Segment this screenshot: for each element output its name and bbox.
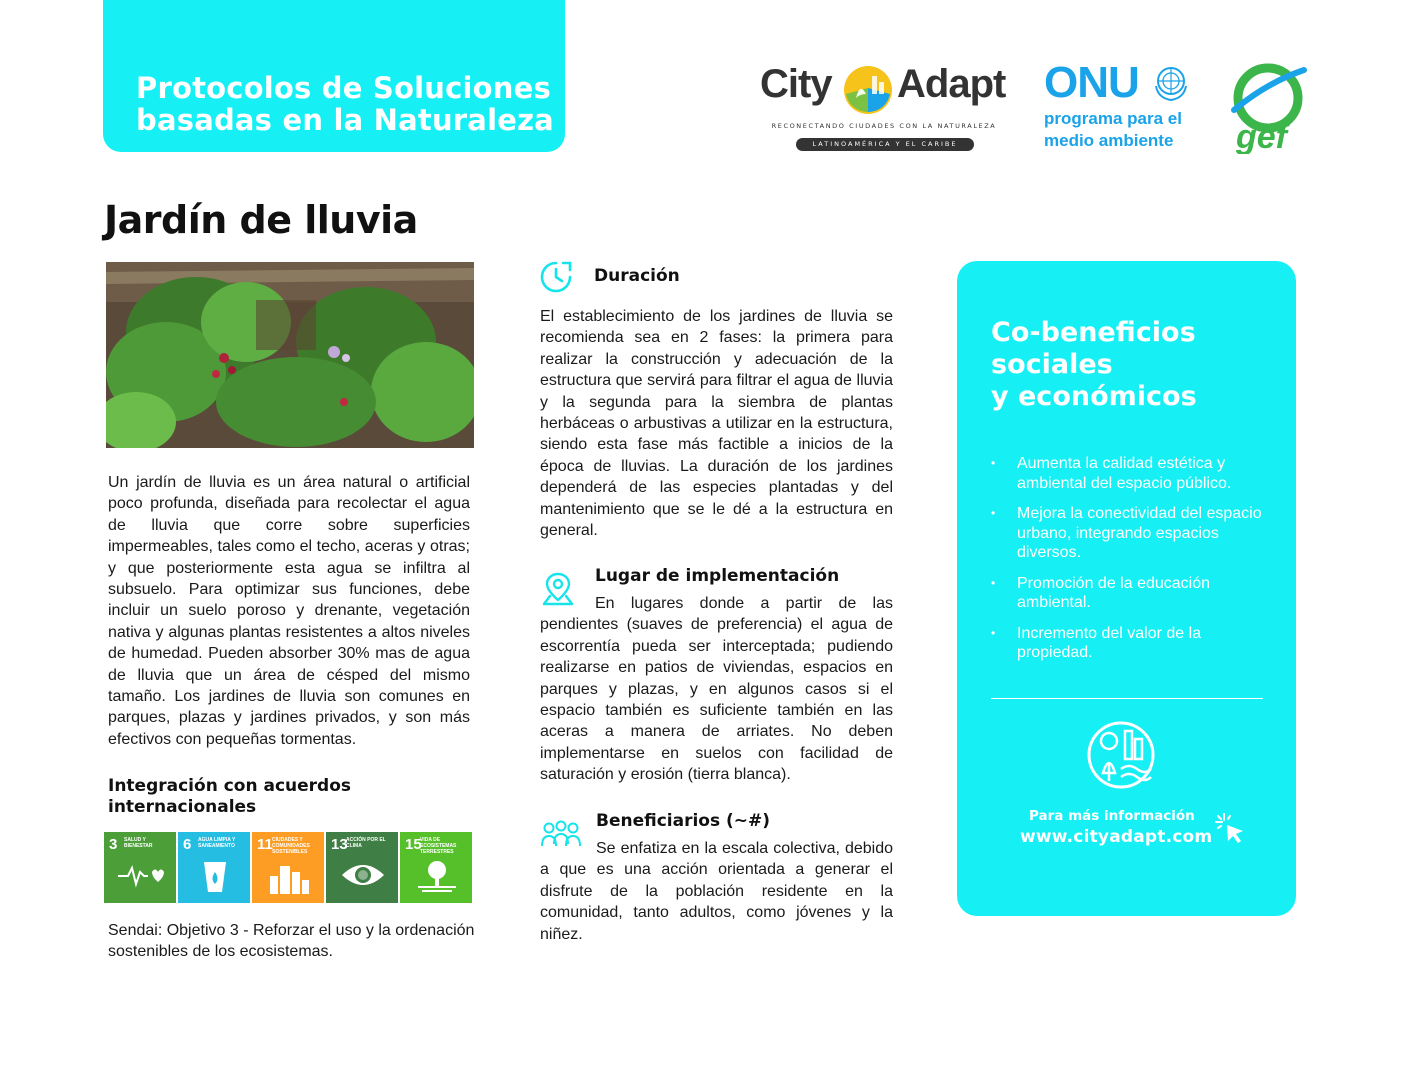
integration-heading: [108, 776, 408, 818]
sdg-label: SALUD Y BIENESTAR: [124, 837, 153, 849]
banner-line-2: basadas en la Naturaleza: [136, 103, 554, 137]
cobeneficios-panel: [957, 261, 1296, 916]
sdg-label: VIDA DE ECOSISTEMAS TERRESTRES: [420, 837, 457, 855]
integration-heading-line-2: internacionales: [108, 797, 257, 817]
sdg-tile-15: [400, 832, 472, 903]
intro-paragraph: Un jardín de lluvia es un área natural o artificial poco profunda, diseñada para recolectar el agua de lluvia que corre sobre superficies impermeables, tales como el techo, aceras y otras; y que posteriormente esta agua se infiltra al subsuelo. Para optimizar sus funciones, debe incluir un suelo poroso y drenante, vegetación nativa y algunas plantas resistentes a altos niveles de humedad. Pueden absorber 30% mas de agua de lluvia que un área de césped del mismo tamaño. Los jardines de lluvia son comunes en parques, plazas y jardines privados, y son más efectivos con pequeñas tormentas.: [108, 474, 470, 748]
sdg-tile-11: [252, 832, 324, 903]
sdg-tile-6: [178, 832, 250, 903]
onu-sub-line-2: medio ambiente: [1044, 131, 1174, 150]
sdg-label: CIUDADES Y COMUNIDADES SOSTENIBLES: [272, 837, 310, 855]
sdg-number: 3: [109, 836, 118, 853]
beneficiarios-heading: Beneficiarios (~#): [596, 811, 771, 831]
cityadapt-tagline: RECONECTANDO CIUDADES CON LA NATURALEZA: [771, 122, 997, 130]
cityadapt-logo-adapt: Adapt: [897, 62, 1006, 106]
beneficiarios-paragraph: [540, 838, 893, 945]
tree-land-icon: [414, 860, 460, 894]
un-emblem-icon: [1152, 64, 1190, 102]
cobeneficios-list: [991, 454, 1271, 674]
duracion-heading: Duración: [594, 266, 680, 286]
onu-subtitle: [1044, 108, 1182, 152]
rain-garden-photo: [106, 262, 474, 448]
onu-sub-line-1: programa para el: [1044, 109, 1182, 128]
sendai-text: Sendai: Objetivo 3 - Reforzar el uso y la ordenación sostenibles de los ecosistemas.: [108, 922, 475, 961]
heartbeat-icon: [118, 860, 164, 890]
more-info-label: Para más información: [1029, 808, 1195, 824]
sdg-tile-3: [104, 832, 176, 903]
cityadapt-logo: [760, 62, 1010, 152]
website-link[interactable]: www.cityadapt.com: [1020, 827, 1213, 847]
lugar-text: En lugares donde a partir de las pendientes (suaves de preferencia) el agua de escorrentía pueda ser interceptada; pudiendo realizarse en patios de viviendas, espacios en parques y plazas, y en algunos casos si el espacio también es suficiente también en las aceras a manera de arriates. No deben implementarse en suelos con facilidad de saturación y erosión (tierra blanca).: [540, 595, 893, 784]
banner-title: [136, 72, 554, 136]
sdg-number: 13: [331, 836, 348, 853]
list-item: • Mejora la conectividad del espacio urbano, integrando espacios diversos.: [991, 504, 1271, 563]
cityadapt-emblem-icon: [1085, 719, 1157, 791]
lugar-heading: Lugar de implementación: [595, 566, 840, 586]
cobeneficios-title-line-1: Co-beneficios: [991, 317, 1196, 348]
clock-icon: [539, 260, 573, 294]
list-item: • Promoción de la educación ambiental.: [991, 574, 1271, 613]
sdg-number: 11: [257, 836, 273, 853]
water-glass-icon: [192, 860, 238, 894]
cityadapt-emblem-icon: [842, 64, 894, 116]
sdg-number: 15: [405, 836, 422, 853]
divider: [991, 698, 1263, 699]
banner-line-1: Protocolos de Soluciones: [136, 71, 551, 105]
cobeneficios-title-line-2: sociales: [991, 349, 1113, 380]
beneficiarios-text: Se enfatiza en la escala colectiva, debido a que es una acción orientada a generar el disfrute de la población residente en la comunidad, tanto adultos, como jóvenes y la niñez.: [540, 840, 893, 943]
duracion-paragraph: El establecimiento de los jardines de lluvia se recomienda sea en 2 fases: la primera para realizar la construcción y adecuación de la estructura que servirá para filtrar el agua de lluvia y la segunda para la siembra de plantas herbáceas o arbustivas a utilizar en la estructura, siendo esta fase más factible a inicios de la época de lluvias. La duración de los jardines dependerá de las especies plantadas y del mantenimiento que se le dé a la estructura en general.: [540, 308, 893, 540]
gef-logo-icon: [1228, 58, 1308, 154]
cobeneficios-title-line-3: y económicos: [991, 381, 1197, 412]
sdg-label: ACCIÓN POR EL CLIMA: [346, 837, 386, 849]
city-buildings-icon: [266, 860, 312, 894]
lugar-paragraph: [540, 593, 893, 786]
cityadapt-logo-city: City: [760, 62, 832, 106]
list-item: • Incremento del valor de la propiedad.: [991, 624, 1271, 663]
sdg-number: 6: [183, 836, 192, 853]
sdg-label: AGUA LIMPIA Y SANEAMIENTO: [198, 837, 236, 849]
cityadapt-region: LATINOAMÉRICA Y EL CARIBE: [796, 138, 974, 151]
gef-word: gef: [1236, 118, 1287, 154]
page-title: Jardín de lluvia: [104, 198, 418, 242]
onu-word: ONU: [1044, 58, 1139, 107]
sdg-tiles: [104, 832, 472, 903]
cobeneficios-title: [991, 317, 1271, 413]
list-item: • Aumenta la calidad estética y ambiental del espacio público.: [991, 454, 1271, 493]
onu-logo: [1044, 58, 1204, 154]
cursor-click-icon: [1213, 811, 1249, 847]
eye-earth-icon: [340, 860, 386, 890]
sdg-tile-13: [326, 832, 398, 903]
header-banner: [103, 0, 565, 152]
integration-heading-line-1: Integración con acuerdos: [108, 776, 352, 796]
